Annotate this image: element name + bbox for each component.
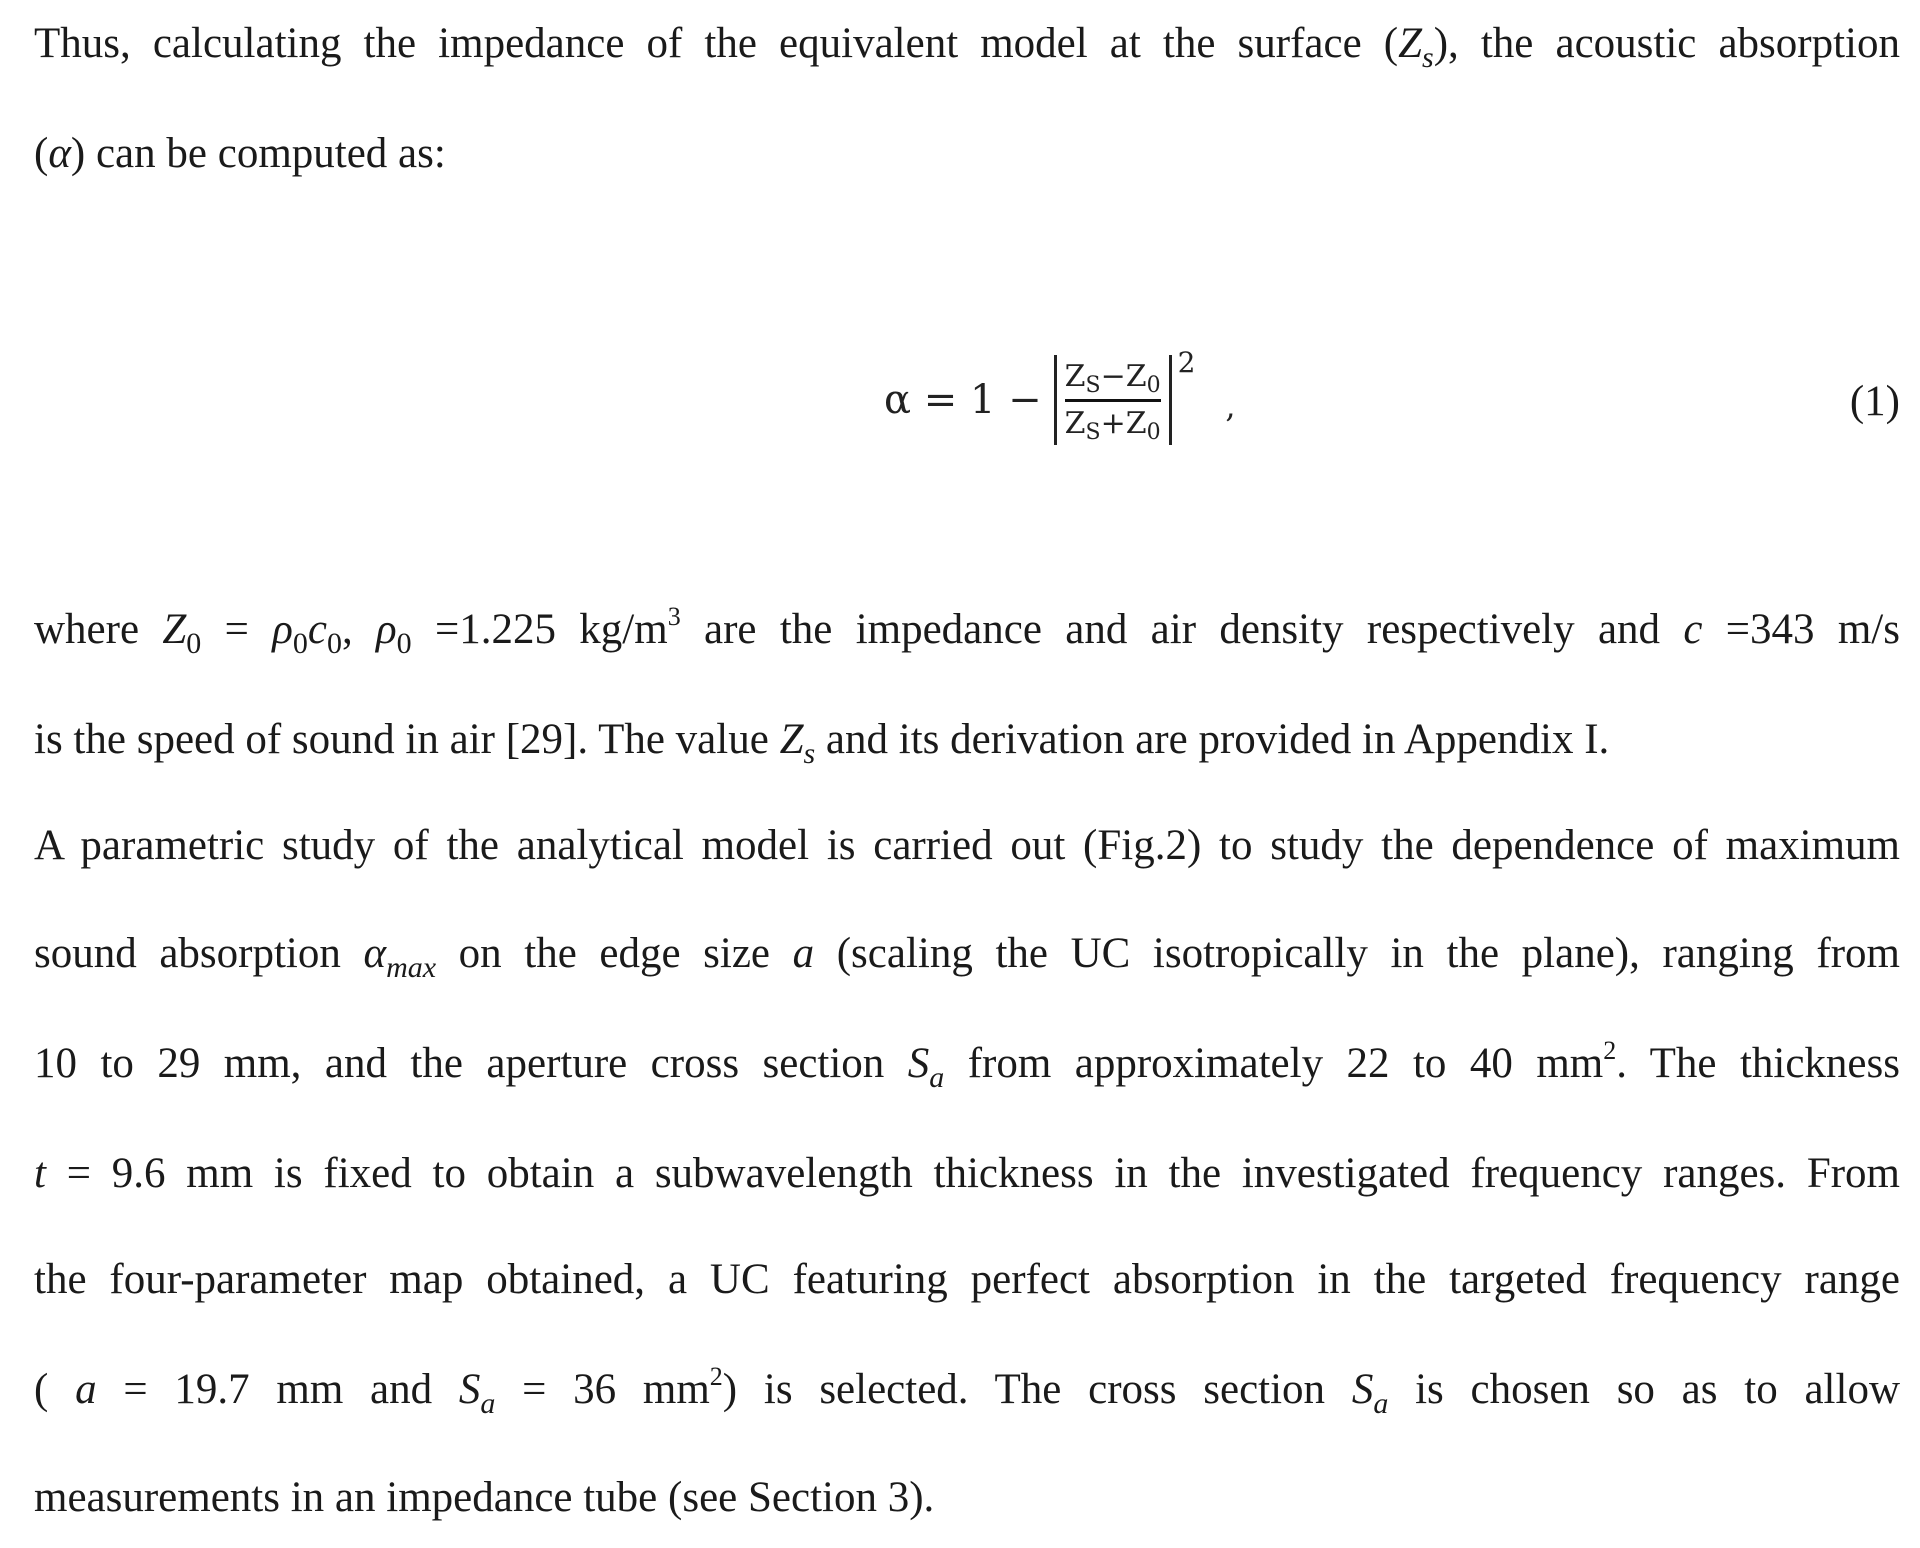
math-symbol: ρ (376, 606, 397, 653)
math-subscript: 0 (1146, 372, 1161, 398)
text-segment: where (34, 606, 163, 653)
math-symbol: Z (1125, 405, 1147, 441)
math-subscript: 0 (326, 627, 342, 660)
text-segment: Thus, calculating the impedance of the equivalent model at the surface ( (34, 20, 1399, 67)
math-symbol: a (75, 1366, 97, 1413)
text-line (34, 1034, 1900, 1094)
math-symbol: S (458, 1366, 481, 1413)
math-symbol: Z (1064, 358, 1086, 394)
math-subscript: 0 (1146, 419, 1161, 445)
math-symbol: t (34, 1150, 46, 1197)
text-line (34, 710, 1900, 770)
text-segment: is the speed of sound in air [29]. The value (34, 716, 780, 763)
math-symbol: Z (162, 606, 187, 653)
math-subscript: s (1422, 41, 1434, 74)
math-subscript: 0 (396, 627, 412, 660)
math-symbol: Z (779, 716, 804, 763)
text-segment: (scaling the UC isotropically in the plane), ranging from (814, 930, 1900, 977)
text-line: A parametric study of the analytical model is carried out (Fig.2) to study the dependence of maximum (34, 822, 1900, 869)
math-superscript: 2 (709, 1362, 723, 1391)
text-line (34, 1360, 1900, 1420)
text-segment: sound absorption (34, 930, 364, 977)
math-superscript: 3 (667, 602, 681, 631)
math-subscript: 0 (186, 627, 202, 660)
math-symbol: Z (1398, 20, 1423, 67)
text-segment: . The thickness (1616, 1040, 1900, 1087)
text-segment: ( (34, 130, 49, 177)
math-subscript: s (803, 737, 816, 770)
math-subscript: a (480, 1387, 496, 1420)
math-symbol: a (792, 930, 815, 977)
equation-comma: , (1225, 387, 1236, 425)
text-line: measurements in an impedance tube (see Section 3). (34, 1474, 935, 1521)
exponent: 2 (1177, 345, 1196, 379)
math-symbol: S (907, 1040, 930, 1087)
text-segment: is chosen so as to allow (1388, 1366, 1900, 1413)
text-line (34, 14, 1900, 74)
absolute-value-fraction (1054, 345, 1196, 445)
text-segment: on the edge size (436, 930, 793, 977)
math-symbol: α (48, 130, 71, 177)
equation (884, 345, 1236, 455)
text-segment: 10 to 29 mm, and the aperture cross section (34, 1040, 908, 1087)
math-subscript: a (929, 1061, 945, 1094)
text-segment: = (201, 606, 273, 653)
fraction-numerator (1065, 357, 1161, 402)
equation-number: (1) (1849, 378, 1900, 425)
fraction (1057, 357, 1169, 444)
fraction-denominator (1065, 402, 1161, 444)
text-segment: ), the acoustic absorption (1433, 20, 1900, 67)
text-segment: and its derivation are provided in Appendix I. (815, 716, 1610, 763)
text-segment: , (341, 606, 377, 653)
text-segment: = 36 mm (495, 1366, 710, 1413)
text-segment: ) is selected. The cross section (722, 1366, 1352, 1413)
equation-lhs: α = 1 − (884, 377, 1042, 423)
math-symbol: α (363, 930, 387, 977)
text-segment: =1.225 kg/m (411, 606, 668, 653)
math-symbol: S (1351, 1366, 1374, 1413)
math-symbol: Z (1064, 405, 1086, 441)
math-subscript: max (386, 951, 437, 984)
math-superscript: 2 (1603, 1036, 1617, 1065)
text-segment: = 19.7 mm and (96, 1366, 459, 1413)
abs-bar-right (1169, 355, 1172, 445)
text-segment: are the impedance and air density respectively and (680, 606, 1684, 653)
text-segment: from approximately 22 to 40 mm (944, 1040, 1604, 1087)
math-operator: − (1100, 358, 1126, 394)
math-symbol: Z (1125, 358, 1147, 394)
math-symbol: c (1683, 606, 1703, 653)
text-line (34, 124, 1900, 184)
text-line (34, 600, 1900, 660)
text-segment: ( (34, 1366, 76, 1413)
math-subscript: S (1085, 372, 1101, 398)
math-subscript: a (1373, 1387, 1389, 1420)
text-line (34, 1144, 1900, 1204)
text-line: the four-parameter map obtained, a UC featuring perfect absorption in the targeted frequency range (34, 1256, 1900, 1303)
math-operator: + (1100, 405, 1126, 441)
math-subscript: S (1085, 419, 1101, 445)
text-segment: =343 m/s (1702, 606, 1900, 653)
text-segment: ) can be computed as: (70, 130, 446, 177)
math-symbol: c (307, 606, 327, 653)
text-line (34, 924, 1900, 984)
math-symbol: ρ (272, 606, 293, 653)
math-subscript: 0 (292, 627, 308, 660)
text-segment: = 9.6 mm is fixed to obtain a subwavelength thickness in the investigated frequency ranges. From (45, 1150, 1900, 1197)
